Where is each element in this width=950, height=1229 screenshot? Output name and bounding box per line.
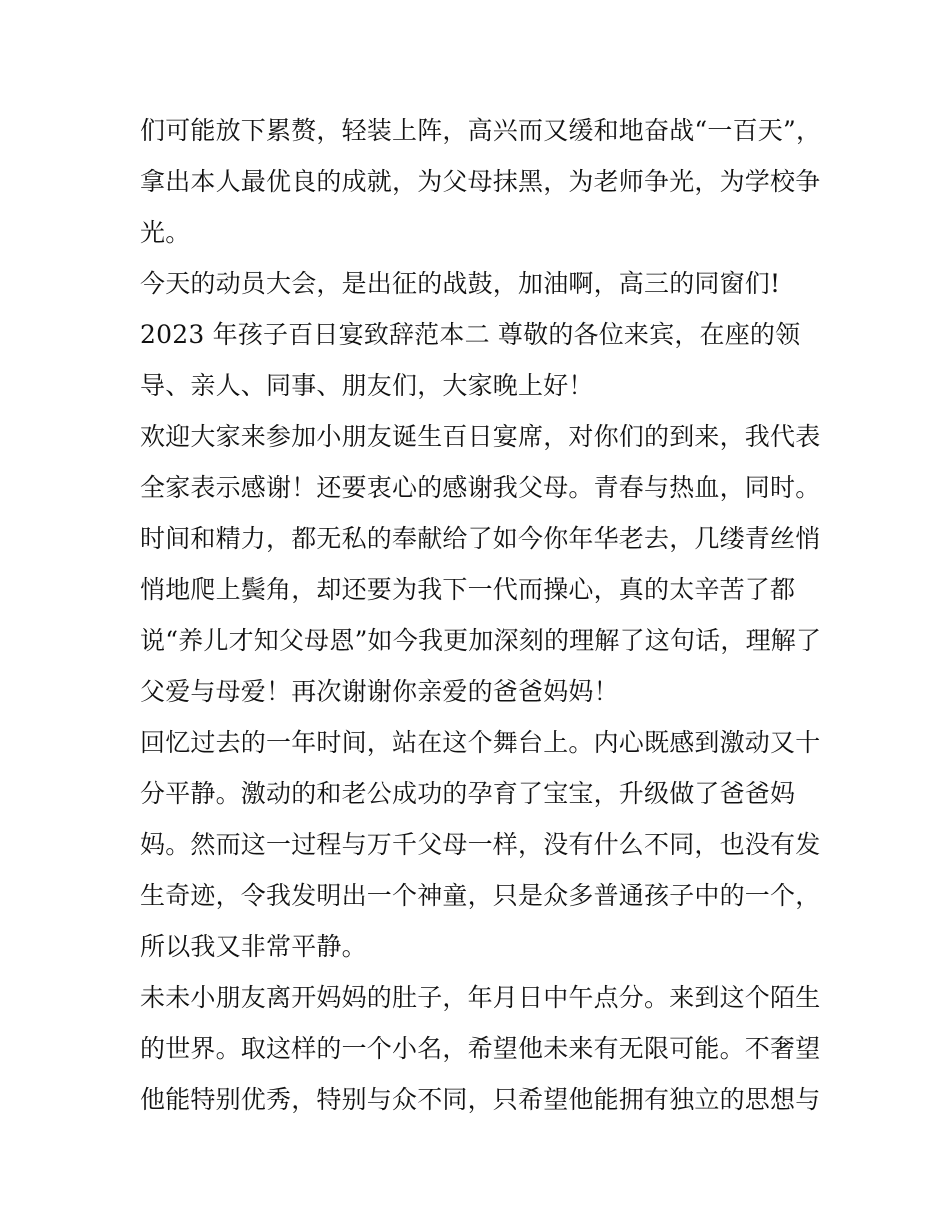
text-line: 所以我又非常平静。 — [140, 932, 367, 961]
text-line: 回忆过去的一年时间，站在这个舞台上。内心既感到激动又十 — [140, 728, 821, 757]
text-line: 他能特别优秀，特别与众不同，只希望他能拥有独立的思想与 — [140, 1085, 821, 1114]
text-line: 未未小朋友离开妈妈的肚子，年月日中午点分。来到这个陌生 — [140, 983, 821, 1012]
text-line: 说“养儿才知父母恩”如今我更加深刻的理解了这句话，理解了 — [140, 626, 822, 655]
text-line: 拿出本人最优良的成就，为父母抹黑，为老师争光，为学校争 — [140, 167, 821, 196]
text-line: 生奇迹，令我发明出一个神童，只是众多普通孩子中的一个， — [140, 881, 821, 910]
text-line: 们可能放下累赘，轻装上阵，高兴而又缓和地奋战“一百天”， — [140, 116, 822, 145]
text-line: 时间和精力，都无私的奉献给了如今你年华老去，几缕青丝悄 — [140, 524, 821, 553]
text-line: 父爱与母爱！再次谢谢你亲爱的爸爸妈妈！ — [140, 677, 619, 706]
text-line: 妈。然而这一过程与万千父母一样，没有什么不同，也没有发 — [140, 830, 821, 859]
text-line: 光。 — [140, 218, 191, 247]
text-line: 全家表示感谢！还要衷心的感谢我父母。青春与热血，同时。 — [140, 473, 821, 502]
text-line: 导、亲人、同事、朋友们，大家晚上好！ — [140, 371, 594, 400]
text-line: 2023 年孩子百日宴致辞范本二 尊敬的各位来宾，在座的领 — [140, 320, 801, 349]
text-line: 的世界。取这样的一个小名，希望他未来有无限可能。不奢望 — [140, 1034, 821, 1063]
text-line: 悄地爬上鬓角，却还要为我下一代而操心，真的太辛苦了都 — [140, 575, 796, 604]
text-line: 欢迎大家来参加小朋友诞生百日宴席，对你们的到来，我代表 — [140, 422, 821, 451]
document-body — [140, 105, 820, 1125]
text-line: 分平静。激动的和老公成功的孕育了宝宝，升级做了爸爸妈 — [140, 779, 796, 808]
text-line: 今天的动员大会，是出征的战鼓，加油啊，高三的同窗们! — [140, 269, 781, 298]
